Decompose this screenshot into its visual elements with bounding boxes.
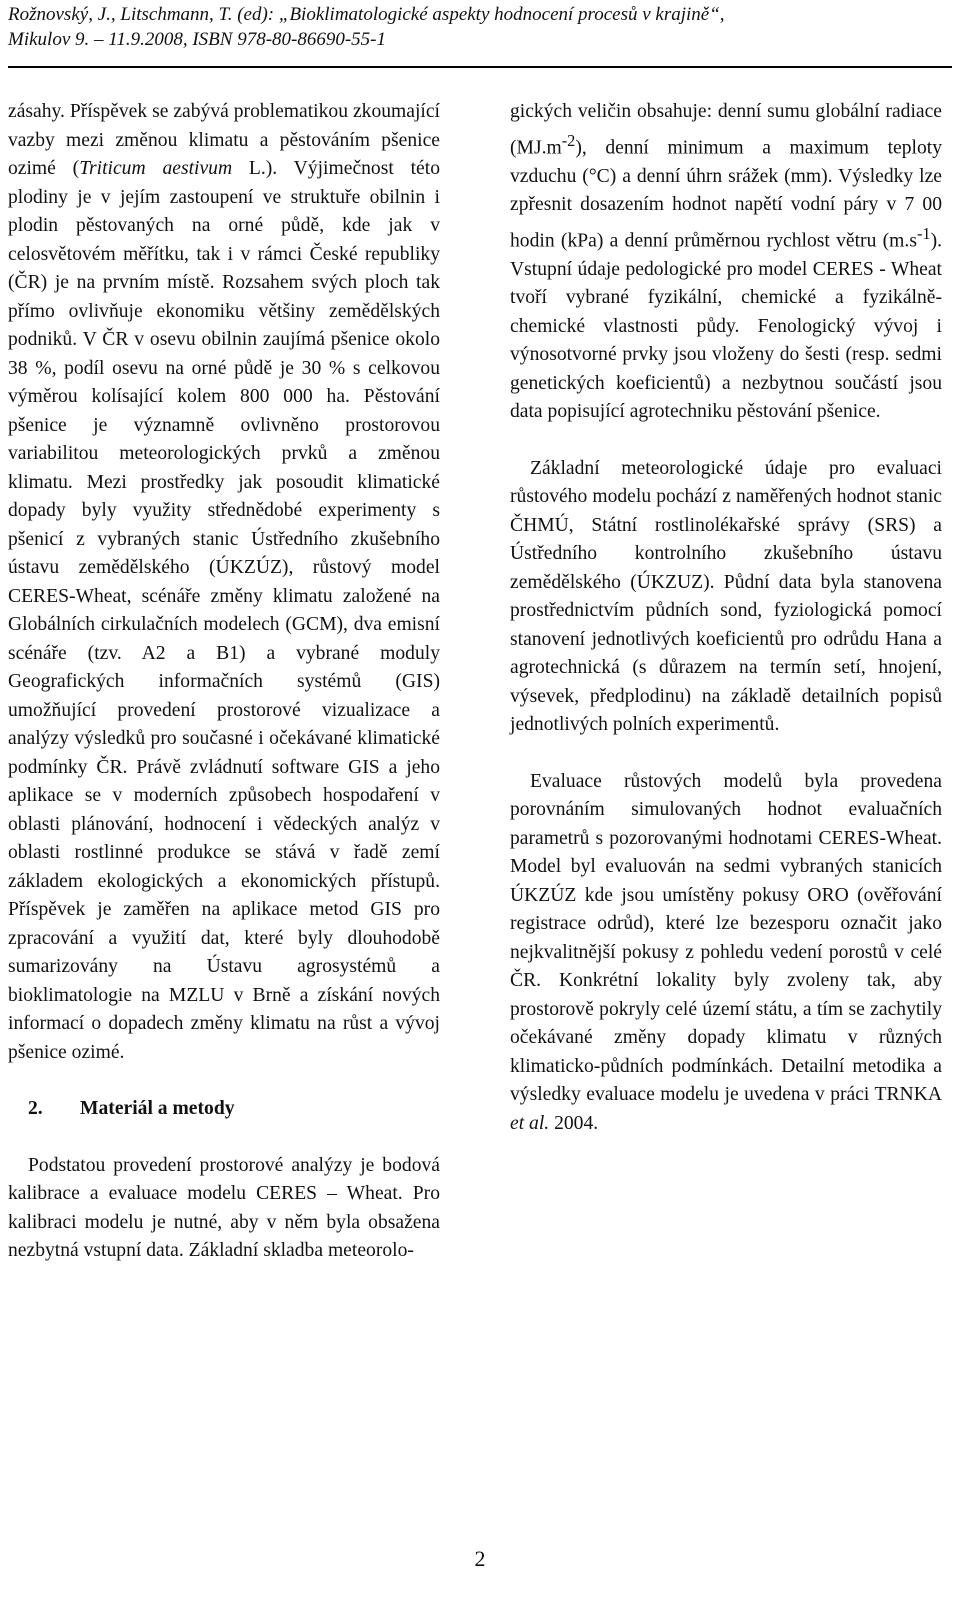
right-column xyxy=(510,98,942,1138)
section-number: 2. xyxy=(28,1098,43,1119)
page-number: 2 xyxy=(474,1546,486,1571)
header-rule xyxy=(8,66,952,68)
section-title: Materiál a metody xyxy=(80,1098,235,1119)
intro-paragraph: zásahy. Příspěvek se zabývá problematikou zkoumající vazby mezi změnou klimatu a pěstováním pšenice ozimé (Triticum aestivum L.). Výjimečnost této plodiny je v jejím zastoupení ve struktuře obilnin i plodin pěstovaných na orné půdě, kde jak v celosvětovém měřítku, tak i v rámci České republiky (ČR) je na prvním místě. Rozsahem svých ploch tak přímo ovlivňuje ekonomiku většiny zemědělských podniků. V ČR v osevu obilnin zaujímá pšenice okolo 38 %, podíl osevu na orné půdě je 30 % s celkovou výměrou kolísající kolem 800 000 ha. Pěstování pšenice je významně ovlivněno prostorovou variabilitou meteorologických prvků a změnou klimatu. Mezi prostředky jak posoudit klimatické dopady byly využity střednědobé experimenty s pšenicí z vybraných stanic Ústředního zkušebního ústavu zemědělského (ÚKZÚZ), růstový model CERES-Wheat, scénáře změny klimatu založené na Globálních cirkulačních modelech (GCM), dva emisní scénáře (tzv. A2 a B1) a vybrané moduly Geografických informačních systémů (GIS) umožňující provedení prostorové vizualizace a analýzy výsledků pro současné i očekávané klimatické podmínky ČR. Právě zvládnutí software GIS a jeho aplikace se v moderních způsobech hospodaření v oblasti plánování, hodnocení i vědeckých analýz v oblasti rostlinné produkce se stává v řadě zemí základem ekologických a ekonomických přístupů. Příspěvek je zaměřen na aplikace metod GIS pro zpracování a využití dat, které byly dlouhodobě sumarizovány na Ústavu agrosystémů a bioklimatologie na MZLU v Brně a získání nových informací o dopadech změny klimatu na růst a vývoj pšenice ozimé. xyxy=(8,101,440,1063)
methods-paragraph-3: Evaluace růstových modelů byla provedena porovnáním simulovaných hodnot evaluačních parametrů s pozorovanými hodnotami CERES-Wheat. Model byl evaluován na sedmi vybraných stanicích ÚKZÚZ kde jsou umístěny pokusy ORO (ověřování registrace odrůd), které lze bezesporu označit jako nejkvalitnější pokusy z pohledu vedení porostů v celé ČR. Konkrétní lokality byly zvoleny tak, aby prostorově pokryly celé území státu, a tím se zachytily očekávané změny dopady klimatu v různých klimaticko-půdních podmínkách. Detailní metodika a výsledky evaluace modelu je uvedena v práci TRNKA et al. 2004. xyxy=(510,770,942,1134)
header-citation-line: Rožnovský, J., Litschmann, T. (ed): „Bioklimatologické aspekty hodnocení procesů v krajině“, xyxy=(8,4,725,25)
left-column xyxy=(8,98,440,1266)
section-heading xyxy=(8,1095,440,1124)
methods-paragraph-continued: gických veličin obsahuje: denní sumu globální radiace $(MJ.m^{-2})$, denní minimum a maximum teploty vzduchu (°C) a denní úhrn srážek (mm). Výsledky lze zpřesnit dosazením hodnot napětí vodní páry v 7 00 hodin (kPa) a denní průměrnou rychlost větru $(m.s^{-1})$. Vstupní údaje pedologické pro model CERES - Wheat tvoří vybrané fyzikální, chemické a fyzikálně-chemické vlastnosti půdy. Fenologický vývoj i výnosotvorné prvky jsou vloženy do šesti (resp. sedmi genetických koeficientů) a nezbytnou součástí jsou data popisující agrotechniku pěstování pšenice. xyxy=(510,101,942,423)
methods-paragraph-1: Podstatou provedení prostorové analýzy je bodová kalibrace a evaluace modelu CERES – Wheat. Pro kalibraci modelu je nutné, aby v něm byla obsažena nezbytná vstupní data. Základní skladba meteorolo- xyxy=(8,1154,440,1261)
methods-paragraph-2: Základní meteorologické údaje pro evaluaci růstového modelu pochází z naměřených hodnot stanic ČHMÚ, Státní rostlinolékařské správy (SRS) a Ústředního kontrolního zkušebního ústavu zemědělského (ÚKZUZ). Půdní data byla stanovena prostřednictvím půdních sond, fyziologická pomocí stanovení jednotlivých koeficientů pro odrůdu Hana a agrotechnická (s důrazem na termín setí, hnojení, výsevek, předplodinu) na základě detailních popisů jednotlivých polních experimentů. xyxy=(510,457,942,736)
species-name: Triticum aestivum xyxy=(79,158,233,179)
running-header xyxy=(8,2,954,52)
header-isbn-line: Mikulov 9. – 11.9.2008, ISBN 978-80-86690-55-1 xyxy=(8,29,387,50)
